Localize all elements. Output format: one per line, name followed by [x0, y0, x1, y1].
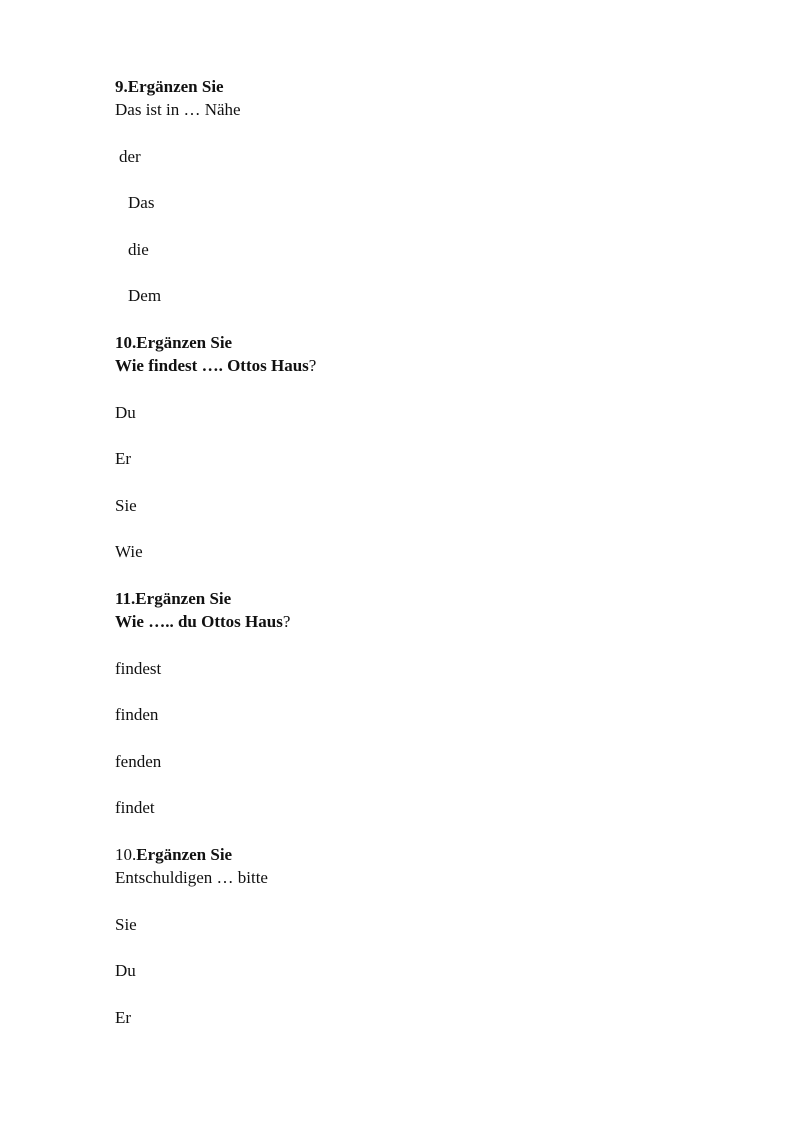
question-11-option-1: findest — [115, 659, 162, 678]
question-11-heading: 11.Ergänzen Sie — [115, 589, 232, 608]
question-10-option-3: Sie — [115, 496, 137, 515]
question-10b-option-3: Er — [115, 1008, 132, 1027]
question-10b-number: 10. — [115, 845, 137, 864]
question-10b-prompt: Entschuldigen … bitte — [115, 868, 268, 887]
question-10-prompt — [115, 355, 316, 377]
question-9-option-4: Dem — [128, 286, 162, 305]
question-9-prompt: Das ist in … Nähe — [115, 100, 241, 119]
question-10-option-4: Wie — [115, 542, 143, 561]
question-11-option-2: finden — [115, 705, 159, 724]
question-9-heading: 9.Ergänzen Sie — [115, 77, 224, 96]
question-11-prompt-text: Wie ….. du Ottos Haus — [115, 612, 283, 631]
question-10b-heading-text: Ergänzen Sie — [136, 845, 233, 864]
question-10-prompt-text: Wie findest …. Ottos Haus — [115, 356, 309, 375]
question-10b-option-1: Sie — [115, 915, 137, 934]
question-10b-heading — [115, 844, 232, 866]
question-10b-option-2: Du — [115, 961, 136, 980]
question-11-option-3: fenden — [115, 752, 162, 771]
question-10-option-1: Du — [115, 403, 136, 422]
question-11-prompt — [115, 611, 290, 633]
question-11-option-4: findet — [115, 798, 155, 817]
question-9-option-3: die — [128, 240, 149, 259]
question-9-option-2: Das — [128, 193, 155, 212]
question-10-option-2: Er — [115, 449, 132, 468]
question-9-option-1: der — [119, 147, 141, 166]
question-10-prompt-end: ? — [308, 356, 317, 375]
question-11-prompt-end: ? — [282, 612, 291, 631]
question-10-heading: 10.Ergänzen Sie — [115, 333, 233, 352]
